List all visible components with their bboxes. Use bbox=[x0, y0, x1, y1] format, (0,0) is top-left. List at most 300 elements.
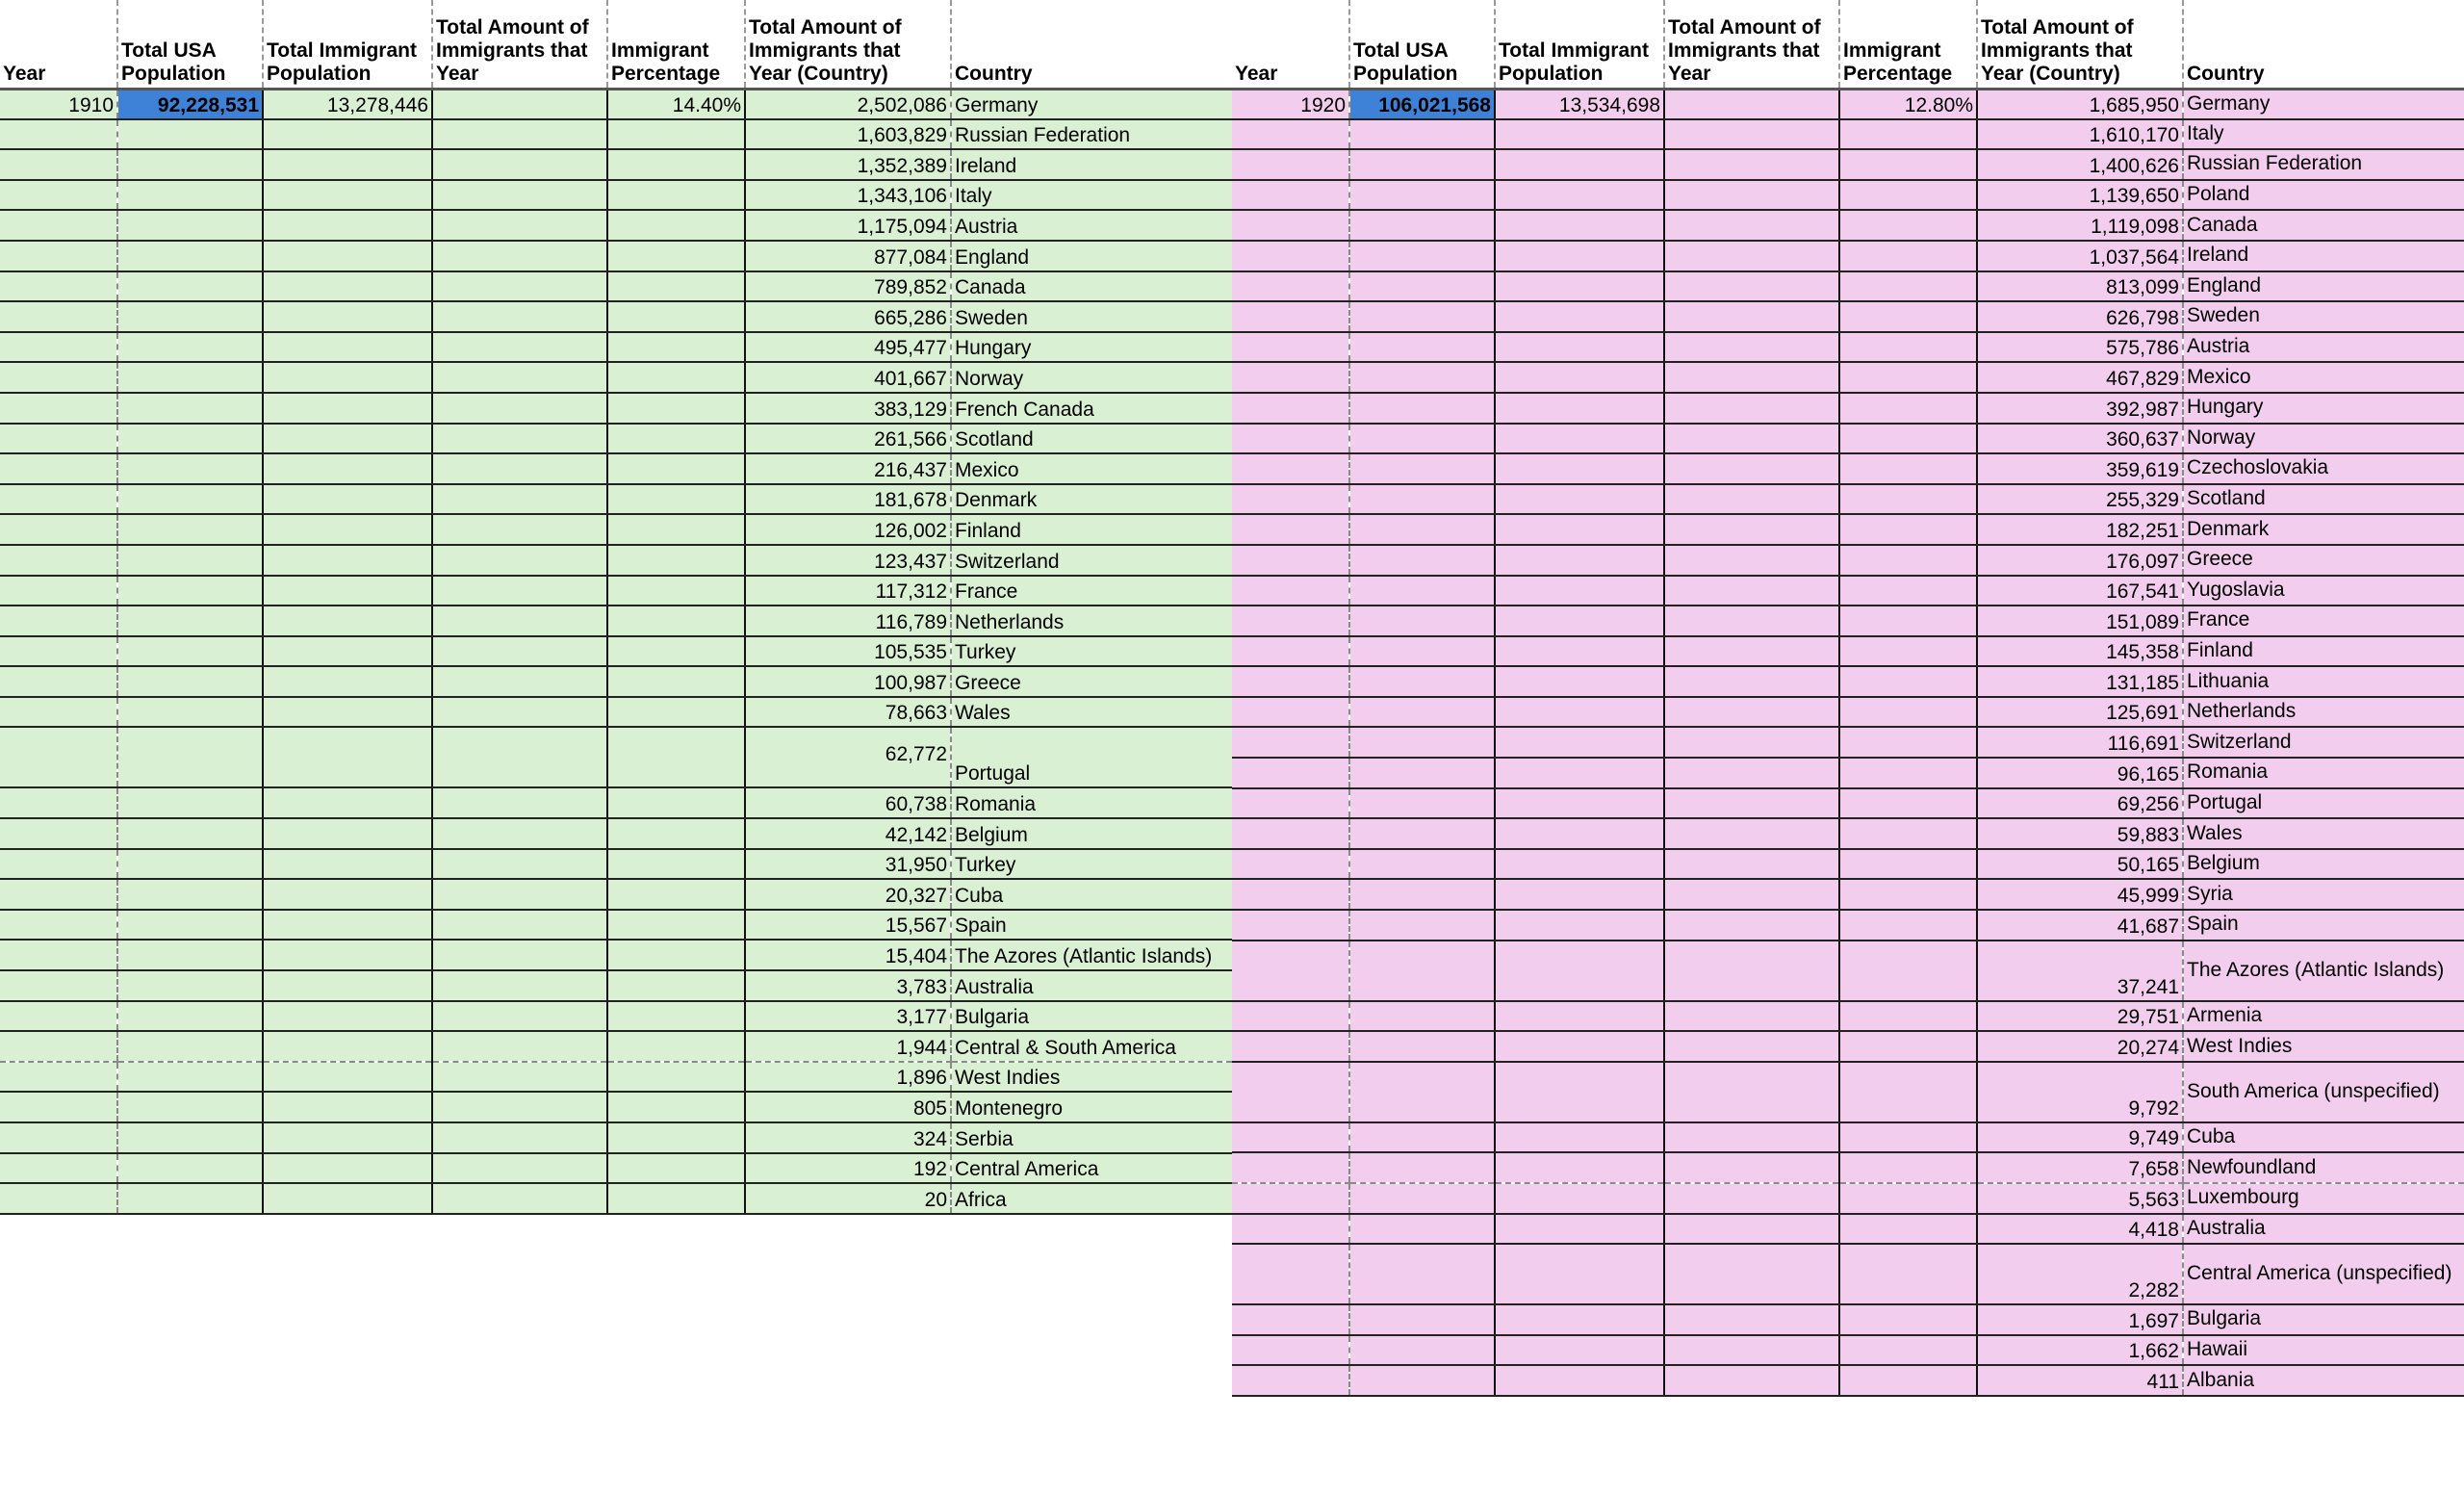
country-amount-cell[interactable]: 9,749 bbox=[1977, 1122, 2183, 1153]
total-usa-population-cell[interactable] bbox=[1349, 424, 1495, 454]
immigrant-percentage-cell[interactable] bbox=[607, 271, 745, 302]
year-cell[interactable] bbox=[1232, 1062, 1349, 1122]
country-amount-cell[interactable]: 805 bbox=[745, 1092, 951, 1122]
total-immigrant-population-cell[interactable] bbox=[263, 666, 432, 697]
total-immigrant-population-cell[interactable] bbox=[1495, 484, 1664, 515]
total-immigrants-that-year-cell[interactable] bbox=[432, 545, 607, 576]
total-immigrants-that-year-cell[interactable] bbox=[1664, 1152, 1839, 1183]
total-immigrants-that-year-cell[interactable] bbox=[432, 940, 607, 970]
total-immigrant-population-cell[interactable] bbox=[1495, 332, 1664, 363]
immigrant-percentage-cell[interactable] bbox=[607, 697, 745, 728]
total-usa-population-cell[interactable] bbox=[117, 180, 263, 211]
total-usa-population-cell[interactable] bbox=[117, 970, 263, 1001]
year-cell[interactable] bbox=[1232, 1183, 1349, 1214]
immigrant-percentage-cell[interactable] bbox=[607, 849, 745, 880]
total-usa-population-cell[interactable] bbox=[1349, 727, 1495, 758]
total-immigrant-population-cell[interactable] bbox=[1495, 910, 1664, 941]
total-immigrant-population-cell[interactable] bbox=[1495, 210, 1664, 241]
country-name-cell[interactable]: Central America bbox=[951, 1153, 1232, 1184]
total-immigrants-that-year-cell[interactable] bbox=[1664, 210, 1839, 241]
country-amount-cell[interactable]: 20,274 bbox=[1977, 1031, 2183, 1062]
total-immigrant-population-cell[interactable] bbox=[1495, 1122, 1664, 1153]
total-usa-population-cell[interactable] bbox=[117, 606, 263, 636]
country-amount-cell[interactable]: 789,852 bbox=[745, 271, 951, 302]
total-immigrants-that-year-cell[interactable] bbox=[432, 1001, 607, 1032]
immigrant-percentage-cell[interactable] bbox=[607, 1001, 745, 1032]
total-immigrant-population-cell[interactable] bbox=[263, 119, 432, 150]
total-usa-population-cell[interactable] bbox=[1349, 119, 1495, 150]
total-immigrant-population-cell[interactable] bbox=[263, 514, 432, 545]
country-amount-cell[interactable]: 813,099 bbox=[1977, 271, 2183, 302]
total-immigrant-population-cell[interactable]: 13,278,446 bbox=[263, 89, 432, 119]
country-name-cell[interactable]: Portugal bbox=[2183, 788, 2464, 819]
total-immigrants-that-year-cell[interactable] bbox=[1664, 271, 1839, 302]
year-cell[interactable] bbox=[0, 301, 117, 332]
year-cell[interactable] bbox=[0, 514, 117, 545]
total-immigrant-population-cell[interactable] bbox=[1495, 849, 1664, 880]
total-immigrants-that-year-cell[interactable] bbox=[432, 514, 607, 545]
total-immigrant-population-cell[interactable] bbox=[1495, 788, 1664, 819]
immigrant-percentage-cell[interactable] bbox=[607, 453, 745, 484]
total-immigrant-population-cell[interactable] bbox=[1495, 424, 1664, 454]
total-immigrant-population-cell[interactable] bbox=[263, 484, 432, 515]
immigrant-percentage-cell[interactable] bbox=[1839, 1062, 1977, 1122]
immigrant-percentage-cell[interactable] bbox=[1839, 1304, 1977, 1335]
total-immigrant-population-cell[interactable] bbox=[263, 271, 432, 302]
year-cell[interactable] bbox=[1232, 697, 1349, 728]
year-cell[interactable] bbox=[1232, 1152, 1349, 1183]
country-amount-cell[interactable]: 116,691 bbox=[1977, 727, 2183, 758]
year-cell[interactable] bbox=[0, 241, 117, 271]
year-cell[interactable] bbox=[1232, 453, 1349, 484]
country-name-cell[interactable]: Canada bbox=[951, 271, 1232, 302]
total-usa-population-cell[interactable] bbox=[1349, 393, 1495, 424]
immigrant-percentage-cell[interactable] bbox=[607, 210, 745, 241]
country-amount-cell[interactable]: 411 bbox=[1977, 1365, 2183, 1396]
country-amount-cell[interactable]: 60,738 bbox=[745, 787, 951, 818]
country-amount-cell[interactable]: 69,256 bbox=[1977, 788, 2183, 819]
total-usa-population-cell[interactable] bbox=[117, 393, 263, 424]
immigrant-percentage-cell[interactable] bbox=[1839, 1214, 1977, 1245]
country-name-cell[interactable]: Czechoslovakia bbox=[2183, 453, 2464, 484]
total-immigrant-population-cell[interactable] bbox=[1495, 1031, 1664, 1062]
country-name-cell[interactable]: Switzerland bbox=[2183, 727, 2464, 758]
total-immigrants-that-year-cell[interactable] bbox=[432, 301, 607, 332]
country-amount-cell[interactable]: 495,477 bbox=[745, 332, 951, 363]
immigrant-percentage-cell[interactable] bbox=[1839, 697, 1977, 728]
year-cell[interactable] bbox=[0, 606, 117, 636]
total-immigrant-population-cell[interactable] bbox=[263, 210, 432, 241]
year-cell[interactable] bbox=[1232, 818, 1349, 849]
total-usa-population-cell[interactable] bbox=[1349, 1152, 1495, 1183]
header-year[interactable]: Year bbox=[1232, 0, 1349, 89]
year-cell[interactable] bbox=[0, 636, 117, 667]
country-name-cell[interactable]: Italy bbox=[951, 180, 1232, 211]
country-amount-cell[interactable]: 59,883 bbox=[1977, 818, 2183, 849]
total-immigrant-population-cell[interactable] bbox=[263, 362, 432, 393]
total-immigrants-that-year-cell[interactable] bbox=[1664, 910, 1839, 941]
immigrant-percentage-cell[interactable] bbox=[1839, 788, 1977, 819]
country-name-cell[interactable]: Russian Federation bbox=[2183, 149, 2464, 180]
total-immigrant-population-cell[interactable] bbox=[263, 241, 432, 271]
total-usa-population-cell[interactable] bbox=[117, 514, 263, 545]
total-immigrants-that-year-cell[interactable] bbox=[1664, 941, 1839, 1001]
country-name-cell[interactable]: England bbox=[2183, 271, 2464, 302]
country-amount-cell[interactable]: 151,089 bbox=[1977, 606, 2183, 636]
year-cell[interactable] bbox=[0, 697, 117, 728]
immigrant-percentage-cell[interactable] bbox=[607, 606, 745, 636]
total-usa-population-cell[interactable] bbox=[1349, 271, 1495, 302]
country-amount-cell[interactable]: 96,165 bbox=[1977, 758, 2183, 788]
total-immigrants-that-year-cell[interactable] bbox=[1664, 606, 1839, 636]
year-cell[interactable] bbox=[1232, 241, 1349, 271]
country-name-cell[interactable]: France bbox=[951, 576, 1232, 606]
country-name-cell[interactable]: Belgium bbox=[951, 818, 1232, 849]
country-amount-cell[interactable]: 131,185 bbox=[1977, 666, 2183, 697]
total-immigrant-population-cell[interactable] bbox=[263, 818, 432, 849]
year-cell[interactable] bbox=[0, 545, 117, 576]
total-immigrants-that-year-cell[interactable] bbox=[432, 180, 607, 211]
total-immigrant-population-cell[interactable] bbox=[263, 1062, 432, 1093]
country-amount-cell[interactable]: 123,437 bbox=[745, 545, 951, 576]
country-amount-cell[interactable]: 626,798 bbox=[1977, 301, 2183, 332]
immigrant-percentage-cell[interactable] bbox=[1839, 666, 1977, 697]
country-name-cell[interactable]: Australia bbox=[951, 970, 1232, 1001]
total-usa-population-cell[interactable] bbox=[1349, 484, 1495, 515]
immigrant-percentage-cell[interactable] bbox=[607, 879, 745, 910]
country-name-cell[interactable]: Bulgaria bbox=[2183, 1304, 2464, 1335]
total-usa-population-cell[interactable] bbox=[117, 879, 263, 910]
immigrant-percentage-cell[interactable]: 12.80% bbox=[1839, 89, 1977, 119]
total-immigrant-population-cell[interactable] bbox=[1495, 879, 1664, 910]
country-amount-cell[interactable]: 383,129 bbox=[745, 393, 951, 424]
total-immigrants-that-year-cell[interactable] bbox=[1664, 241, 1839, 271]
total-immigrant-population-cell[interactable] bbox=[263, 636, 432, 667]
year-cell[interactable] bbox=[0, 1122, 117, 1153]
total-usa-population-cell[interactable] bbox=[1349, 1183, 1495, 1214]
country-amount-cell[interactable]: 261,566 bbox=[745, 424, 951, 454]
year-cell[interactable] bbox=[1232, 514, 1349, 545]
year-cell[interactable] bbox=[1232, 149, 1349, 180]
country-name-cell[interactable]: Austria bbox=[951, 210, 1232, 241]
year-cell[interactable] bbox=[0, 362, 117, 393]
total-immigrants-that-year-cell[interactable] bbox=[432, 1122, 607, 1153]
country-name-cell[interactable]: Bulgaria bbox=[951, 1001, 1232, 1032]
country-amount-cell[interactable]: 1,139,650 bbox=[1977, 180, 2183, 211]
country-name-cell[interactable]: Scotland bbox=[951, 424, 1232, 454]
country-amount-cell[interactable]: 100,987 bbox=[745, 666, 951, 697]
total-immigrants-that-year-cell[interactable] bbox=[1664, 727, 1839, 758]
total-immigrant-population-cell[interactable] bbox=[263, 1031, 432, 1062]
total-immigrants-that-year-cell[interactable] bbox=[1664, 788, 1839, 819]
country-name-cell[interactable]: Cuba bbox=[951, 879, 1232, 910]
year-cell[interactable] bbox=[0, 1153, 117, 1184]
total-immigrants-that-year-cell[interactable] bbox=[432, 332, 607, 363]
immigrant-percentage-cell[interactable] bbox=[1839, 818, 1977, 849]
total-immigrants-that-year-cell[interactable] bbox=[1664, 1122, 1839, 1153]
year-cell[interactable] bbox=[0, 787, 117, 818]
immigrant-percentage-cell[interactable] bbox=[1839, 180, 1977, 211]
total-usa-population-cell[interactable] bbox=[1349, 514, 1495, 545]
country-amount-cell[interactable]: 1,119,098 bbox=[1977, 210, 2183, 241]
total-immigrant-population-cell[interactable] bbox=[263, 910, 432, 941]
year-cell[interactable] bbox=[0, 727, 117, 787]
total-immigrant-population-cell[interactable] bbox=[1495, 362, 1664, 393]
immigrant-percentage-cell[interactable] bbox=[607, 332, 745, 363]
country-amount-cell[interactable]: 167,541 bbox=[1977, 576, 2183, 606]
year-cell[interactable] bbox=[1232, 271, 1349, 302]
immigrant-percentage-cell[interactable] bbox=[1839, 1335, 1977, 1366]
total-immigrants-that-year-cell[interactable] bbox=[432, 1153, 607, 1184]
country-name-cell[interactable]: Romania bbox=[951, 787, 1232, 818]
country-name-cell[interactable]: South America (unspecified) bbox=[2183, 1062, 2464, 1122]
total-usa-population-cell[interactable] bbox=[1349, 241, 1495, 271]
country-name-cell[interactable]: Hungary bbox=[2183, 393, 2464, 424]
year-cell[interactable] bbox=[1232, 879, 1349, 910]
country-amount-cell[interactable]: 4,418 bbox=[1977, 1214, 2183, 1245]
total-immigrant-population-cell[interactable] bbox=[1495, 241, 1664, 271]
total-immigrant-population-cell[interactable] bbox=[263, 332, 432, 363]
immigrant-percentage-cell[interactable] bbox=[1839, 393, 1977, 424]
year-cell[interactable] bbox=[0, 180, 117, 211]
total-immigrant-population-cell[interactable] bbox=[263, 301, 432, 332]
year-cell[interactable] bbox=[1232, 1335, 1349, 1366]
total-immigrant-population-cell[interactable] bbox=[1495, 666, 1664, 697]
year-cell[interactable] bbox=[1232, 484, 1349, 515]
immigrant-percentage-cell[interactable] bbox=[1839, 1001, 1977, 1032]
immigrant-percentage-cell[interactable] bbox=[607, 149, 745, 180]
total-immigrants-that-year-cell[interactable] bbox=[432, 149, 607, 180]
year-cell[interactable] bbox=[1232, 545, 1349, 576]
total-immigrants-that-year-cell[interactable] bbox=[432, 424, 607, 454]
total-immigrants-that-year-cell[interactable] bbox=[1664, 362, 1839, 393]
total-usa-population-cell[interactable] bbox=[117, 697, 263, 728]
total-immigrants-that-year-cell[interactable] bbox=[1664, 1062, 1839, 1122]
country-amount-cell[interactable]: 116,789 bbox=[745, 606, 951, 636]
country-amount-cell[interactable]: 3,177 bbox=[745, 1001, 951, 1032]
country-name-cell[interactable]: Yugoslavia bbox=[2183, 576, 2464, 606]
immigrant-percentage-cell[interactable] bbox=[607, 545, 745, 576]
immigrant-percentage-cell[interactable] bbox=[607, 484, 745, 515]
country-amount-cell[interactable]: 126,002 bbox=[745, 514, 951, 545]
total-usa-population-cell[interactable] bbox=[117, 545, 263, 576]
total-immigrant-population-cell[interactable] bbox=[263, 1183, 432, 1214]
total-immigrants-that-year-cell[interactable] bbox=[432, 787, 607, 818]
country-amount-cell[interactable]: 1,944 bbox=[745, 1031, 951, 1062]
immigrant-percentage-cell[interactable] bbox=[1839, 332, 1977, 363]
country-amount-cell[interactable]: 181,678 bbox=[745, 484, 951, 515]
country-name-cell[interactable]: Poland bbox=[2183, 180, 2464, 211]
immigrant-percentage-cell[interactable] bbox=[1839, 424, 1977, 454]
total-immigrant-population-cell[interactable] bbox=[263, 879, 432, 910]
country-amount-cell[interactable]: 359,619 bbox=[1977, 453, 2183, 484]
total-usa-population-cell[interactable] bbox=[1349, 1365, 1495, 1396]
country-amount-cell[interactable]: 1,662 bbox=[1977, 1335, 2183, 1366]
year-cell[interactable] bbox=[1232, 1304, 1349, 1335]
country-name-cell[interactable]: Luxembourg bbox=[2183, 1183, 2464, 1214]
country-name-cell[interactable]: Spain bbox=[2183, 910, 2464, 941]
year-cell[interactable] bbox=[1232, 1122, 1349, 1153]
total-usa-population-cell[interactable] bbox=[1349, 849, 1495, 880]
total-usa-population-cell[interactable] bbox=[117, 453, 263, 484]
total-usa-population-cell[interactable] bbox=[117, 910, 263, 941]
total-immigrant-population-cell[interactable] bbox=[263, 149, 432, 180]
total-immigrant-population-cell[interactable] bbox=[263, 727, 432, 787]
country-amount-cell[interactable]: 1,610,170 bbox=[1977, 119, 2183, 150]
year-cell[interactable] bbox=[0, 576, 117, 606]
total-immigrants-that-year-cell[interactable] bbox=[1664, 1214, 1839, 1245]
country-name-cell[interactable]: Mexico bbox=[2183, 362, 2464, 393]
total-usa-population-cell[interactable] bbox=[1349, 758, 1495, 788]
total-immigrant-population-cell[interactable] bbox=[263, 697, 432, 728]
immigrant-percentage-cell[interactable] bbox=[607, 970, 745, 1001]
total-usa-population-cell[interactable]: 106,021,568 bbox=[1349, 89, 1495, 119]
country-name-cell[interactable]: Netherlands bbox=[2183, 697, 2464, 728]
total-immigrants-that-year-cell[interactable] bbox=[432, 879, 607, 910]
year-cell[interactable] bbox=[1232, 849, 1349, 880]
immigrant-percentage-cell[interactable] bbox=[607, 1031, 745, 1062]
total-immigrants-that-year-cell[interactable] bbox=[1664, 1031, 1839, 1062]
total-immigrant-population-cell[interactable] bbox=[263, 849, 432, 880]
total-immigrants-that-year-cell[interactable] bbox=[432, 818, 607, 849]
country-name-cell[interactable]: Cuba bbox=[2183, 1122, 2464, 1153]
country-name-cell[interactable]: Portugal bbox=[951, 727, 1232, 787]
total-immigrant-population-cell[interactable] bbox=[1495, 1365, 1664, 1396]
country-name-cell[interactable]: Ireland bbox=[2183, 241, 2464, 271]
total-immigrant-population-cell[interactable] bbox=[263, 180, 432, 211]
year-cell[interactable] bbox=[0, 424, 117, 454]
immigrant-percentage-cell[interactable] bbox=[607, 514, 745, 545]
immigrant-percentage-cell[interactable] bbox=[1839, 362, 1977, 393]
year-cell[interactable] bbox=[0, 666, 117, 697]
country-name-cell[interactable]: Denmark bbox=[2183, 514, 2464, 545]
total-immigrant-population-cell[interactable] bbox=[263, 545, 432, 576]
immigrant-percentage-cell[interactable] bbox=[1839, 758, 1977, 788]
year-cell[interactable] bbox=[1232, 180, 1349, 211]
total-immigrants-that-year-cell[interactable] bbox=[1664, 484, 1839, 515]
total-usa-population-cell[interactable] bbox=[1349, 636, 1495, 667]
total-immigrants-that-year-cell[interactable] bbox=[432, 89, 607, 119]
total-usa-population-cell[interactable] bbox=[117, 576, 263, 606]
country-name-cell[interactable]: Australia bbox=[2183, 1214, 2464, 1245]
total-usa-population-cell[interactable] bbox=[1349, 1214, 1495, 1245]
total-immigrant-population-cell[interactable]: 13,534,698 bbox=[1495, 89, 1664, 119]
country-amount-cell[interactable]: 31,950 bbox=[745, 849, 951, 880]
country-amount-cell[interactable]: 117,312 bbox=[745, 576, 951, 606]
immigrant-percentage-cell[interactable] bbox=[607, 424, 745, 454]
immigrant-percentage-cell[interactable] bbox=[607, 666, 745, 697]
year-cell[interactable] bbox=[0, 1031, 117, 1062]
total-immigrants-that-year-cell[interactable] bbox=[432, 453, 607, 484]
total-usa-population-cell[interactable] bbox=[1349, 941, 1495, 1001]
total-usa-population-cell[interactable] bbox=[1349, 879, 1495, 910]
header-total-immigrants-that-year[interactable]: Total Amount of Immigrants that Year bbox=[1664, 0, 1839, 89]
total-usa-population-cell[interactable] bbox=[117, 119, 263, 150]
country-amount-cell[interactable]: 392,987 bbox=[1977, 393, 2183, 424]
total-usa-population-cell[interactable] bbox=[117, 362, 263, 393]
country-amount-cell[interactable]: 182,251 bbox=[1977, 514, 2183, 545]
immigrant-percentage-cell[interactable] bbox=[607, 818, 745, 849]
total-immigrant-population-cell[interactable] bbox=[1495, 1335, 1664, 1366]
total-immigrant-population-cell[interactable] bbox=[1495, 453, 1664, 484]
country-name-cell[interactable]: Sweden bbox=[951, 301, 1232, 332]
total-immigrants-that-year-cell[interactable] bbox=[1664, 1183, 1839, 1214]
total-immigrant-population-cell[interactable] bbox=[1495, 727, 1664, 758]
total-usa-population-cell[interactable] bbox=[1349, 818, 1495, 849]
immigrant-percentage-cell[interactable] bbox=[1839, 606, 1977, 636]
year-cell[interactable] bbox=[1232, 332, 1349, 363]
year-cell[interactable] bbox=[1232, 119, 1349, 150]
total-immigrant-population-cell[interactable] bbox=[1495, 1062, 1664, 1122]
country-amount-cell[interactable]: 50,165 bbox=[1977, 849, 2183, 880]
country-name-cell[interactable]: Armenia bbox=[2183, 1001, 2464, 1032]
immigrant-percentage-cell[interactable] bbox=[607, 727, 745, 787]
country-amount-cell[interactable]: 467,829 bbox=[1977, 362, 2183, 393]
total-immigrant-population-cell[interactable] bbox=[1495, 1244, 1664, 1304]
country-name-cell[interactable]: England bbox=[951, 241, 1232, 271]
immigrant-percentage-cell[interactable] bbox=[1839, 1152, 1977, 1183]
total-immigrant-population-cell[interactable] bbox=[1495, 576, 1664, 606]
immigrant-percentage-cell[interactable] bbox=[1839, 1365, 1977, 1396]
country-name-cell[interactable]: The Azores (Atlantic Islands) bbox=[951, 940, 1232, 970]
year-cell[interactable] bbox=[1232, 788, 1349, 819]
total-immigrants-that-year-cell[interactable] bbox=[432, 1183, 607, 1214]
total-immigrant-population-cell[interactable] bbox=[1495, 758, 1664, 788]
country-amount-cell[interactable]: 15,567 bbox=[745, 910, 951, 941]
immigrant-percentage-cell[interactable] bbox=[607, 636, 745, 667]
immigrant-percentage-cell[interactable] bbox=[1839, 1244, 1977, 1304]
total-usa-population-cell[interactable] bbox=[1349, 210, 1495, 241]
total-immigrants-that-year-cell[interactable] bbox=[1664, 758, 1839, 788]
year-cell[interactable] bbox=[1232, 210, 1349, 241]
year-cell[interactable] bbox=[1232, 576, 1349, 606]
total-usa-population-cell[interactable] bbox=[117, 271, 263, 302]
country-amount-cell[interactable]: 176,097 bbox=[1977, 545, 2183, 576]
year-cell[interactable] bbox=[1232, 606, 1349, 636]
country-name-cell[interactable]: West Indies bbox=[951, 1062, 1232, 1093]
year-cell[interactable] bbox=[0, 393, 117, 424]
year-cell[interactable]: 1910 bbox=[0, 89, 117, 119]
immigrant-percentage-cell[interactable] bbox=[1839, 1031, 1977, 1062]
total-usa-population-cell[interactable] bbox=[117, 1001, 263, 1032]
total-immigrants-that-year-cell[interactable] bbox=[1664, 1304, 1839, 1335]
country-amount-cell[interactable]: 2,502,086 bbox=[745, 89, 951, 119]
country-amount-cell[interactable]: 20,327 bbox=[745, 879, 951, 910]
header-immigrants-by-country[interactable]: Total Amount of Immigrants that Year (Country) bbox=[745, 0, 951, 89]
year-cell[interactable] bbox=[1232, 941, 1349, 1001]
year-cell[interactable] bbox=[1232, 1365, 1349, 1396]
total-usa-population-cell[interactable]: 92,228,531 bbox=[117, 89, 263, 119]
country-name-cell[interactable]: Germany bbox=[2183, 89, 2464, 119]
total-immigrant-population-cell[interactable] bbox=[1495, 1304, 1664, 1335]
total-immigrants-that-year-cell[interactable] bbox=[1664, 180, 1839, 211]
immigrant-percentage-cell[interactable] bbox=[1839, 1122, 1977, 1153]
total-usa-population-cell[interactable] bbox=[117, 1183, 263, 1214]
total-immigrant-population-cell[interactable] bbox=[263, 1001, 432, 1032]
total-immigrant-population-cell[interactable] bbox=[263, 1092, 432, 1122]
country-name-cell[interactable]: Turkey bbox=[951, 849, 1232, 880]
total-immigrants-that-year-cell[interactable] bbox=[432, 697, 607, 728]
total-immigrants-that-year-cell[interactable] bbox=[432, 970, 607, 1001]
country-name-cell[interactable]: Greece bbox=[2183, 545, 2464, 576]
total-usa-population-cell[interactable] bbox=[117, 484, 263, 515]
total-immigrant-population-cell[interactable] bbox=[1495, 697, 1664, 728]
header-total-immigrant-population[interactable]: Total Immigrant Population bbox=[263, 0, 432, 89]
total-immigrant-population-cell[interactable] bbox=[263, 1153, 432, 1184]
country-amount-cell[interactable]: 1,697 bbox=[1977, 1304, 2183, 1335]
year-cell[interactable] bbox=[0, 271, 117, 302]
total-usa-population-cell[interactable] bbox=[117, 727, 263, 787]
